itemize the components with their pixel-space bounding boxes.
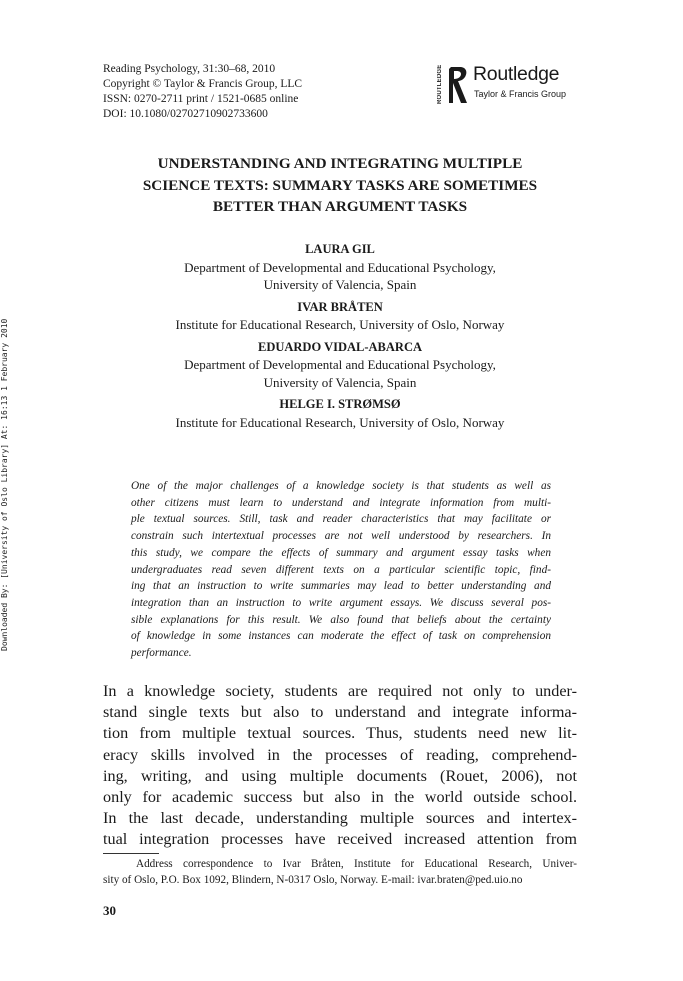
abstract-line: of knowledge in some instances can moderate the effect of task on comprehension [131, 630, 551, 643]
abstract-line: this study, we compare the effects of summary and argument essay tasks when [131, 546, 551, 559]
author-affiliation: Department of Developmental and Educational Psychology, [184, 357, 496, 372]
issn-line: ISSN: 0270-2711 print / 1521-0685 online [103, 93, 299, 105]
abstract-line: integration than an instruction to write argument essays. We discuss several pos- [131, 596, 551, 609]
download-watermark: Downloaded By: [University of Oslo Library] At: 16:13 1 February 2010 [0, 318, 9, 651]
correspondence-footnote [103, 857, 577, 888]
title-line: UNDERSTANDING AND INTEGRATING MULTIPLE [157, 155, 523, 172]
author-affiliation: Department of Developmental and Educational Psychology, [184, 259, 496, 275]
doi-line: DOI: 10.1080/02702710902733600 [103, 108, 268, 120]
abstract [131, 478, 551, 662]
body-line: In a knowledge society, students are required not only to under- [103, 682, 577, 700]
abstract-line: performance. [131, 647, 192, 660]
footnote-line: Address correspondence to Ivar Bråten, Institute for Educational Research, Univer- [136, 858, 577, 870]
body-paragraph [103, 681, 577, 851]
article-title [90, 153, 590, 218]
author-name: IVAR BRÅTEN [297, 299, 383, 314]
body-line: only for academic success but also in the world outside school. [103, 788, 577, 807]
abstract-line: undergraduates read seven different texts on a particular scientific topic, find- [131, 563, 551, 576]
journal-meta [103, 62, 302, 122]
abstract-line: ing that an instruction to write summaries may lead to better understanding and [131, 580, 551, 593]
abstract-line: sible explanations for this result. We also found that beliefs about the certainty [131, 613, 551, 626]
author-affiliation: Institute for Educational Research, University of Oslo, Norway [175, 317, 505, 332]
abstract-line: constrain such intertextual processes are not well understood by researchers. In [131, 530, 551, 543]
abstract-line: One of the major challenges of a knowledge society is that students as well as [131, 480, 551, 492]
title-line: BETTER THAN ARGUMENT TASKS [212, 198, 468, 215]
routledge-mark-icon [448, 65, 470, 105]
abstract-line: ple textual sources. Still, task and reader characteristics that may facilitate or [131, 513, 551, 526]
author-name: HELGE I. STRØMSØ [279, 397, 401, 411]
abstract-line: other citizens must learn to understand and integrate information from multi- [131, 496, 551, 509]
body-line: ing, writing, and using multiple documents (Rouet, 2006), not [103, 766, 577, 785]
body-line: In the last decade, understanding multiple sources and intertex- [103, 809, 577, 828]
author-name: LAURA GIL [305, 242, 375, 256]
page-number: 30 [103, 903, 116, 918]
logo-subtitle: Taylor & Francis Group [474, 89, 567, 99]
author-list [90, 241, 590, 431]
body-line: tion from multiple textual sources. Thus, students need new lit- [103, 724, 577, 743]
author-name: EDUARDO VIDAL-ABARCA [257, 339, 422, 354]
publisher-logo [437, 64, 587, 106]
author-affiliation: Institute for Educational Research, University of Oslo, Norway [175, 414, 505, 430]
title-line: SCIENCE TEXTS: SUMMARY TASKS ARE SOMETIMES [142, 176, 538, 194]
logo-vertical-text: ROUTLEDGE [437, 64, 443, 104]
body-line: eracy skills involved in the processes of reading, comprehend- [103, 745, 577, 764]
logo-name: Routledge [473, 63, 560, 85]
copyright-line: Copyright © Taylor & Francis Group, LLC [103, 78, 303, 90]
author-affiliation: University of Valencia, Spain [263, 374, 417, 390]
body-line: tual integration processes have received increased attention from [103, 830, 577, 849]
body-line: stand single texts but also to understand and integrate informa- [103, 703, 577, 722]
author-affiliation: University of Valencia, Spain [263, 277, 417, 292]
footnote-line: sity of Oslo, P.O. Box 1092, Blindern, N-0317 Oslo, Norway. E-mail: ivar.braten@ped.uio.no [103, 873, 523, 886]
footnote-rule [103, 853, 159, 854]
journal-citation: Reading Psychology, 31:30–68, 2010 [103, 63, 276, 75]
